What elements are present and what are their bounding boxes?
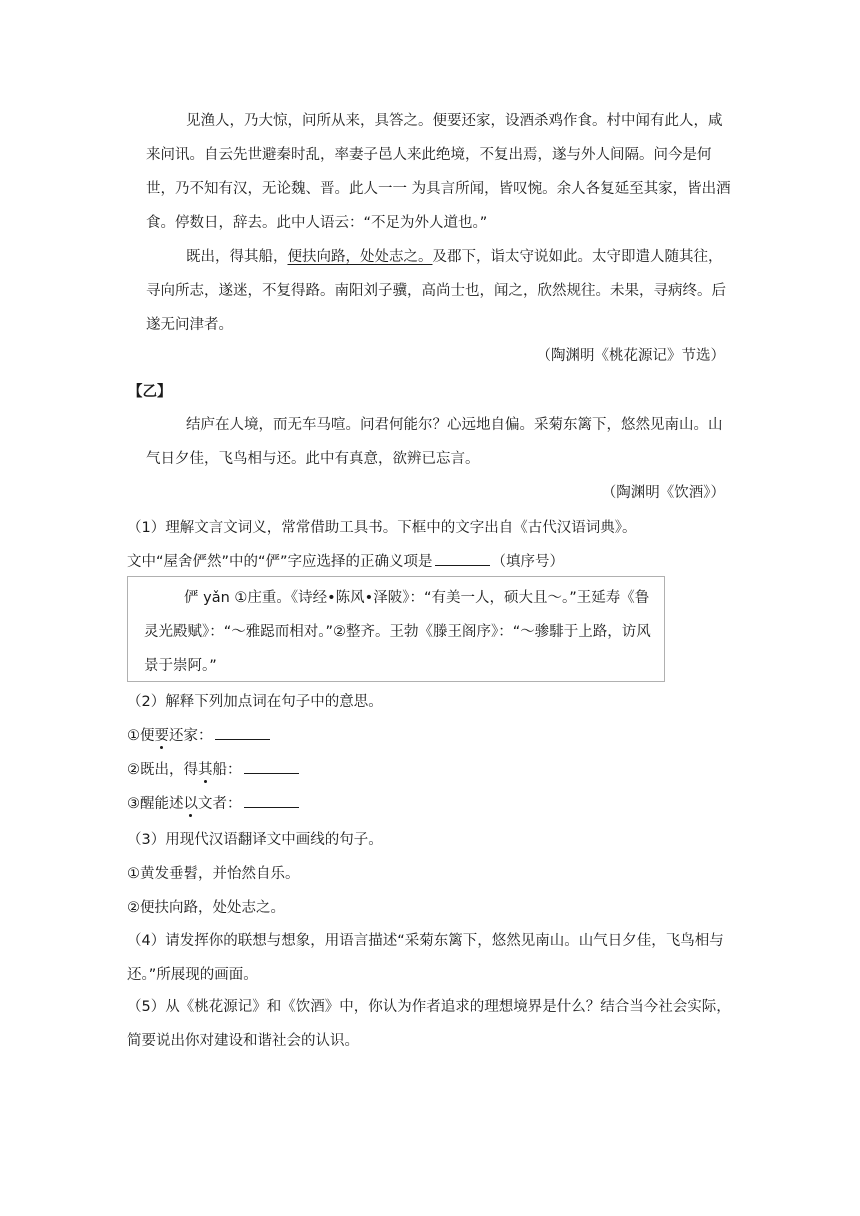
source-yi: （陶渊明《饮酒》） [601,485,725,501]
question-2-item-3 [127,792,301,813]
question-1-suffix: （填序号） [491,554,565,570]
question-4 [127,924,739,992]
question-1-line-2 [127,550,564,571]
paragraph-2-before: 既出，得其船， [186,249,288,265]
question-2-item-2 [127,758,301,779]
poem-yinjiu: 结庐在人境，而无车马喧。问君何能尔？心远地自偏。采菊东篱下，悠然见南山。山气日夕佳，飞鸟相与还。此中有真意，欲辨已忘言。 [146,417,723,467]
q2-item-2-pre: ②既出，得 [127,762,198,778]
question-2-title: （2）解释下列加点词在句子中的意思。 [127,694,383,710]
question-1-prompt: 文中“屋舍俨然”中的“俨”字应选择的正确义项是 [127,554,433,570]
underlined-sentence: 便扶向路，处处志之。 [287,249,433,265]
q2-item-1-post: 还家： [169,728,213,744]
paragraph-2-after: 及郡下，诣太守说如此。太守即遣人随其往，寻向所志，遂迷，不复得路。南阳刘子骥，高尚士也，闻之，欣然规往。未果，寻病终。后遂无问津者。 [146,249,726,333]
question-1-line-1: （1）理解文言文词义，常常借助工具书。下框中的文字出自《古代汉语词典》。 [127,520,637,536]
answer-blank-q2-2[interactable] [244,761,299,774]
passage-jia-paragraph-2 [146,240,736,342]
dotted-word-yi: 以 [183,796,198,812]
q2-item-3-pre: ③醒能述 [127,796,184,812]
section-yi-heading: 【乙】 [128,384,172,400]
answer-blank-q2-1[interactable] [215,727,270,740]
dictionary-entry-box [127,576,665,682]
q2-item-1-pre: ①便 [127,728,155,744]
passage-jia-paragraph-1: 见渔人，乃大惊，问所从来，具答之。便要还家，设酒杀鸡作食。村中闻有此人，咸来问讯。自云先世避秦时乱，率妻子邑人来此绝境，不复出焉，遂与外人间隔。问今是何世，乃不知有汉，无论魏、晋。此人一一 为具言所闻，皆叹惋。余人各复延至其家，皆出酒食。停数日，辞去。此中人语云：“不足为外人道也。” [146,113,731,231]
q2-item-2-post: 船： [212,762,242,778]
question-3-item-2: ②便扶向路，处处志之。 [127,900,285,916]
answer-blank-q2-3[interactable] [244,795,299,808]
question-4-text: （4）请发挥你的联想与想象，用语言描述“采菊东篱下，悠然见南山。山气日夕佳，飞鸟相与还。”所展现的画面。 [127,933,724,983]
question-5 [127,990,739,1058]
answer-blank-q1[interactable] [435,553,490,566]
question-5-text: （5）从《桃花源记》和《饮酒》中，你认为作者追求的理想境界是什么？结合当今社会实际，简要说出你对建设和谐社会的认识。 [127,999,731,1049]
question-3-item-1: ①黄发垂髫，并怡然自乐。 [127,866,300,882]
dotted-word-yao: 要 [154,728,169,744]
dictionary-entry-text: 俨 yǎn ①庄重。《诗经•陈风•泽陂》：“有美一人，硕大且～。”王延寿《鲁灵光殿赋》：“～雅跽而相对。”②整齐。王勃《滕王阁序》：“～骖騑于上路，访风景于崇阿。” [144,590,651,674]
dotted-word-qi: 其 [198,762,213,778]
source-jia: （陶渊明《桃花源记》节选） [536,348,725,364]
question-2-item-1 [127,724,272,745]
question-3-title: （3）用现代汉语翻译文中画线的句子。 [127,832,383,848]
q2-item-3-post: 文者： [198,796,242,812]
